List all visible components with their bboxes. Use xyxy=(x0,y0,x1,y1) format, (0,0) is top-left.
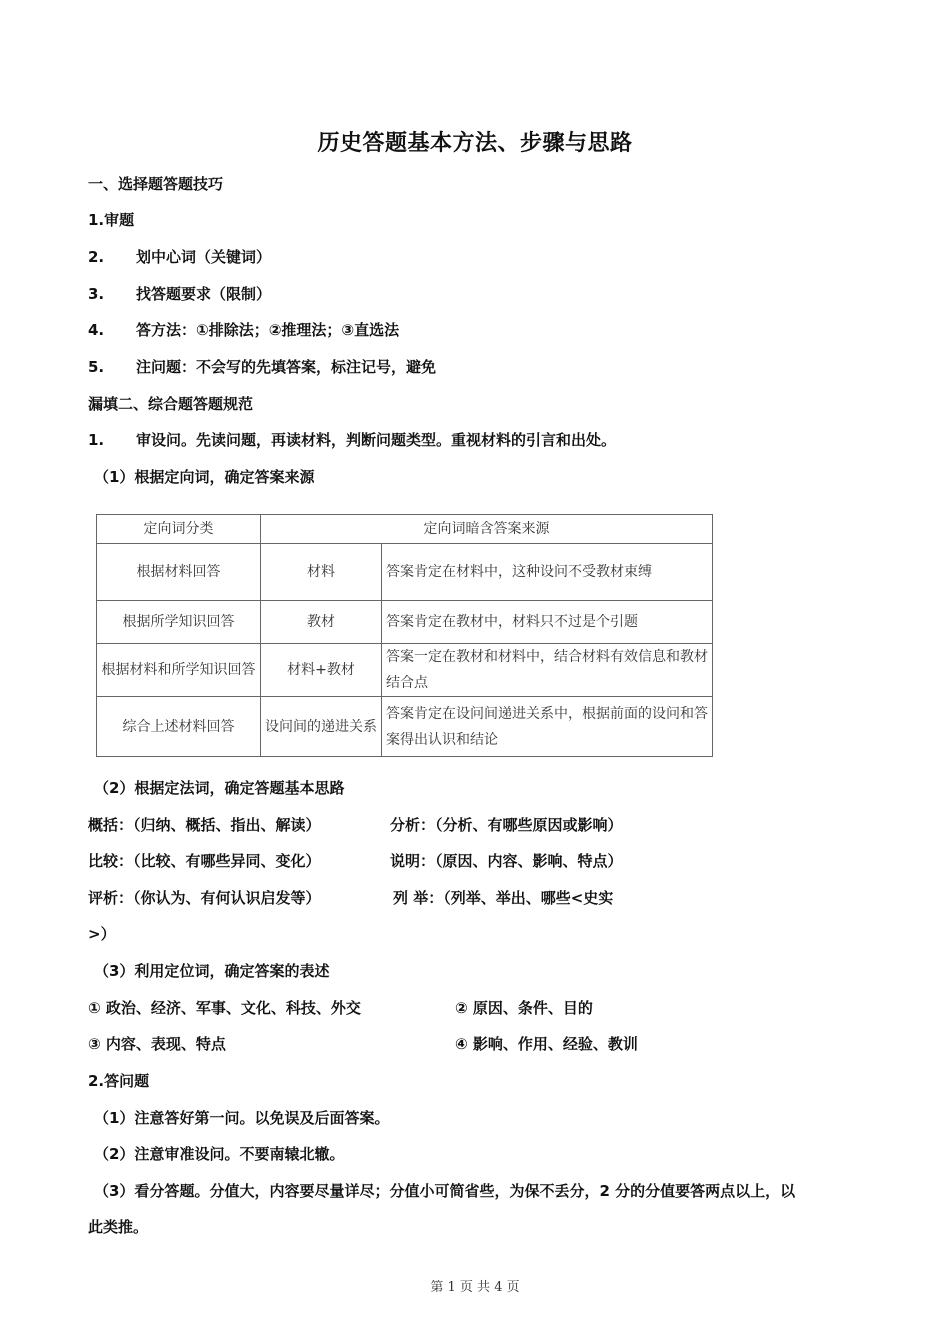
step-text: 审设问。先读问题，再读材料，判断问题类型。重视材料的引言和出处。 xyxy=(136,431,617,449)
section1-item-1: 1.审题 xyxy=(88,211,135,229)
step-2-item-continuation: 此类推。 xyxy=(88,1218,149,1236)
item-number: 4. xyxy=(88,321,105,339)
subheading-2: （2）根据定法词，确定答题基本思路 xyxy=(94,779,345,797)
item-number: 5. xyxy=(88,358,105,376)
method-left: 评析：（你认为、有何认识启发等） xyxy=(88,889,321,907)
method-left: 比较：（比较、有哪些异同、变化） xyxy=(88,852,321,870)
section2-step-1 xyxy=(88,430,616,450)
table-cell: 材料 xyxy=(261,544,382,601)
position-item-3: ③ 内容、表现、特点 xyxy=(88,1035,226,1053)
step-2-item: （3）看分答题。分值大，内容要尽量详尽；分值小可简省些，为保不丢分，2 分的分值要答两点以上，以 xyxy=(94,1182,796,1200)
section1-item-5 xyxy=(88,357,436,377)
table-cell: 根据材料回答 xyxy=(97,544,261,601)
answer-source-table xyxy=(96,514,713,757)
section1-item-2 xyxy=(88,247,271,267)
table-cell: 答案肯定在教材中，材料只不过是个引题 xyxy=(382,601,713,644)
section1-item-3 xyxy=(88,284,271,304)
table-header-cell: 定向词分类 xyxy=(97,515,261,544)
item-text: 划中心词（关键词） xyxy=(136,248,272,266)
section1-heading: 一、选择题答题技巧 xyxy=(88,175,224,193)
table-cell: 教材 xyxy=(261,601,382,644)
subheading-1: （1）根据定向词，确定答案来源 xyxy=(94,468,315,486)
page-title: 历史答题基本方法、步骤与思路 xyxy=(317,131,633,156)
table-row xyxy=(97,544,713,601)
method-row xyxy=(88,888,321,908)
position-item-2: ② 原因、条件、目的 xyxy=(455,999,593,1017)
section1-item-4 xyxy=(88,320,399,340)
table-row xyxy=(97,601,713,644)
table-cell: 材料+教材 xyxy=(261,644,382,697)
step-2-item: （1）注意答好第一问。以免误及后面答案。 xyxy=(94,1109,390,1127)
table-cell: 答案肯定在材料中，这种设问不受教材束缚 xyxy=(382,544,713,601)
item-number: 2. xyxy=(88,248,105,266)
method-left: 概括：（归纳、概括、指出、解读） xyxy=(88,816,321,834)
method-right: 列 举：（列举、举出、哪些<史实 xyxy=(393,889,614,907)
table-cell: 设问间的递进关系 xyxy=(261,697,382,757)
method-right: 分析：（分析、有哪些原因或影响） xyxy=(390,816,623,834)
table-cell: 根据材料和所学知识回答 xyxy=(97,644,261,697)
item-text: 注问题：不会写的先填答案，标注记号，避免 xyxy=(136,358,437,376)
item-number: 3. xyxy=(88,285,105,303)
item-text: 找答题要求（限制） xyxy=(136,285,272,303)
item-text: 答方法：①排除法；②推理法；③直选法 xyxy=(136,321,400,339)
position-item-1: ① 政治、经济、军事、文化、科技、外交 xyxy=(88,999,361,1017)
table-row xyxy=(97,697,713,757)
table-row xyxy=(97,644,713,697)
table-cell: 根据所学知识回答 xyxy=(97,601,261,644)
subheading-3: （3）利用定位词，确定答案的表述 xyxy=(94,962,330,980)
page-footer: 第 1 页 共 4 页 xyxy=(430,1280,520,1295)
table-header-cell: 定向词暗含答案来源 xyxy=(261,515,713,544)
table-cell: 答案一定在教材和材料中，结合材料有效信息和教材结合点 xyxy=(382,644,713,697)
step-number: 1. xyxy=(88,431,105,449)
method-row xyxy=(88,851,321,871)
method-continuation: >） xyxy=(88,925,116,943)
section2-heading: 漏填二、综合题答题规范 xyxy=(88,395,254,413)
position-item-4: ④ 影响、作用、经验、教训 xyxy=(455,1035,638,1053)
method-row xyxy=(88,815,321,835)
table-cell: 综合上述材料回答 xyxy=(97,697,261,757)
table-header-row xyxy=(97,515,713,544)
method-right: 说明：（原因、内容、影响、特点） xyxy=(390,852,623,870)
step-2-item: （2）注意审准设问。不要南辕北辙。 xyxy=(94,1145,345,1163)
table-cell: 答案肯定在设问间递进关系中，根据前面的设问和答案得出认识和结论 xyxy=(382,697,713,757)
step-2-heading: 2.答问题 xyxy=(88,1072,150,1090)
